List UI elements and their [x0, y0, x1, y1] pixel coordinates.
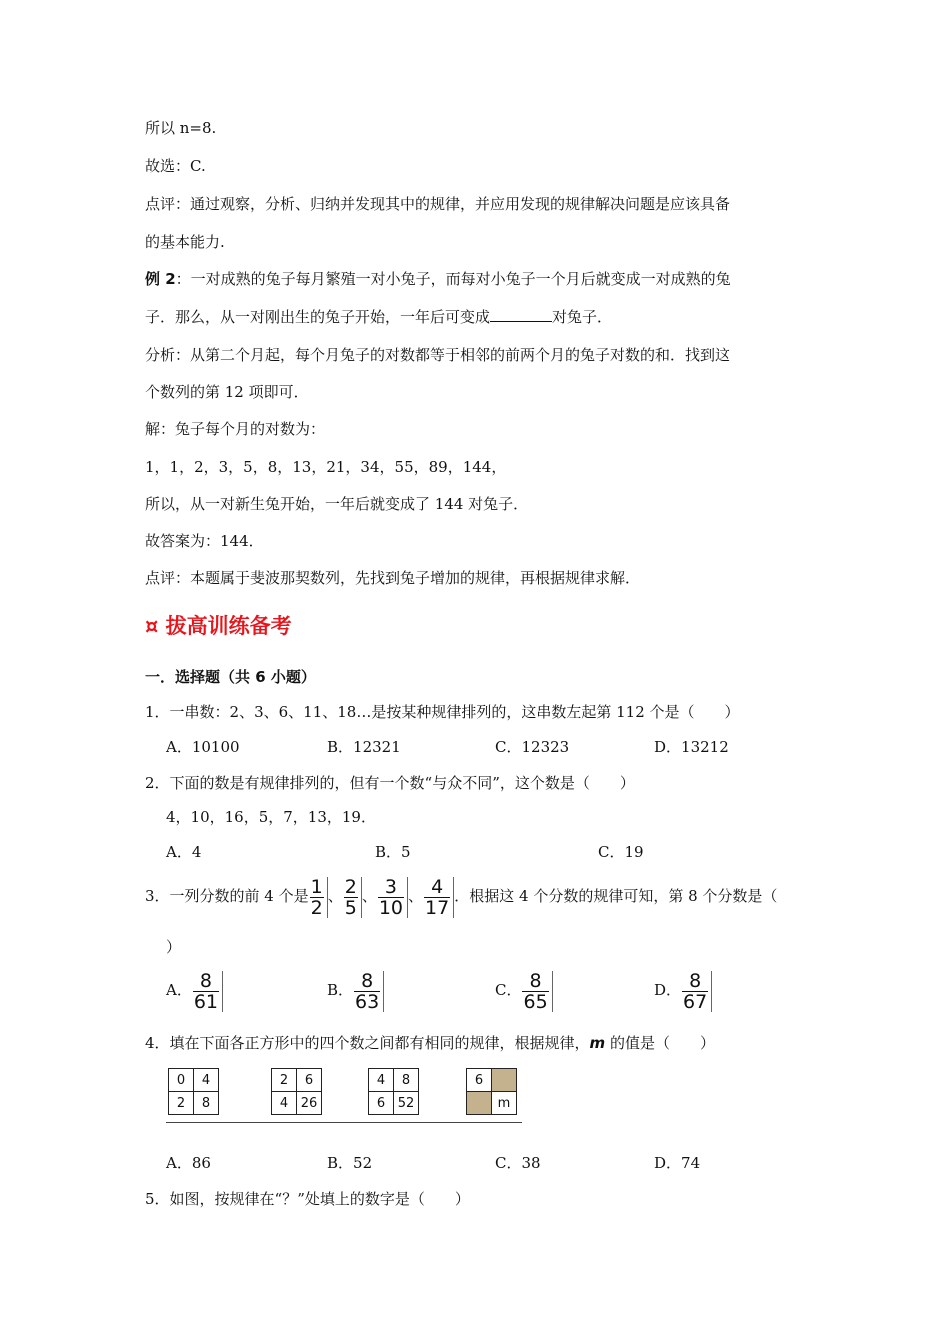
example-label: 例 2 — [145, 270, 176, 288]
numerator: 4 — [424, 877, 450, 898]
text-line: 的基本能力. — [145, 233, 225, 251]
denominator: 65 — [523, 990, 548, 1013]
denominator: 61 — [193, 990, 219, 1013]
grid-cell-shaded — [492, 1069, 517, 1092]
grid-cell: 52 — [394, 1092, 419, 1115]
grid-cell: m — [492, 1092, 517, 1115]
question-3 — [145, 874, 777, 918]
example-text: ：一对成熟的兔子每月繁殖一对小兔子，而每对小兔子一个月后就变成一对成熟的兔 — [175, 270, 731, 288]
q3-close: ） — [166, 938, 182, 956]
q3-prefix: 3．一列分数的前 4 个是 — [145, 887, 309, 905]
fraction — [309, 877, 328, 918]
text-line: 故选：C. — [145, 157, 206, 175]
number-grid-3 — [368, 1068, 419, 1115]
separator: 、 — [408, 887, 424, 905]
denominator: 67 — [683, 990, 708, 1013]
q4-option-a[interactable]: A．86 — [166, 1154, 211, 1172]
q4-text: 4．填在下面各正方形中的四个数之间都有相同的规律，根据规律， — [145, 1034, 590, 1052]
q2-option-c[interactable]: C．19 — [598, 843, 644, 861]
section-title: ¤ 拔高训练备考 — [145, 614, 292, 638]
option-label: C． — [495, 981, 522, 999]
grid-cell: 8 — [194, 1092, 219, 1115]
example-text: 对兔子． — [552, 308, 613, 326]
numerator: 3 — [378, 877, 404, 898]
number-grid-4 — [466, 1068, 517, 1115]
grid-cell: 6 — [369, 1092, 394, 1115]
denominator: 63 — [355, 990, 380, 1013]
question-2: 2．下面的数是有规律排列的，但有一个数“与众不同”，这个数是（ ） — [145, 774, 635, 792]
numerator: 2 — [344, 875, 357, 898]
q3-suffix: ．根据这 4 个分数的规律可知，第 8 个分数是（ — [454, 887, 778, 905]
fraction — [353, 971, 384, 1012]
question-5: 5．如图，按规律在“？”处填上的数字是（ ） — [145, 1190, 470, 1208]
grid-cell: 4 — [369, 1069, 394, 1092]
answer-blank — [490, 307, 552, 322]
grid-cell-shaded — [467, 1092, 492, 1115]
subsection-title: 一．选择题（共 6 小题） — [145, 668, 316, 686]
q2-option-b[interactable]: B．5 — [375, 843, 411, 861]
text-line: 点评：通过观察，分析、归纳并发现其中的规律，并应用发现的规律解决问题是应该具备 — [145, 195, 731, 213]
solution-line: 故答案为：144． — [145, 532, 264, 550]
number-grid-2 — [271, 1068, 322, 1115]
q2-option-a[interactable]: A．4 — [166, 843, 202, 861]
q1-option-a[interactable]: A．10100 — [166, 738, 240, 756]
option-label: D． — [654, 981, 682, 999]
separator: 、 — [327, 887, 343, 905]
fraction — [192, 971, 223, 1012]
question-4 — [145, 1033, 715, 1053]
grid-cell: 8 — [394, 1069, 419, 1092]
q3-option-d[interactable] — [654, 968, 712, 1012]
grid-cell: 2 — [272, 1069, 297, 1092]
question-1: 1．一串数：2、3、6、11、18…是按某种规律排列的，这串数左起第 112 个是（ ） — [145, 703, 740, 721]
analysis-line: 个数列的第 12 项即可． — [145, 383, 309, 401]
q4-option-d[interactable]: D．74 — [654, 1154, 701, 1172]
numerator: 8 — [354, 971, 380, 992]
example-text: 子．那么，从一对刚出生的兔子开始，一年后可变成 — [145, 308, 491, 326]
text-line: 所以 n=8. — [145, 119, 217, 137]
fraction — [521, 971, 552, 1012]
number-grid-1 — [168, 1068, 219, 1115]
numerator: 8 — [682, 971, 708, 992]
denominator: 2 — [310, 896, 323, 919]
fraction — [681, 971, 712, 1012]
numerator: 8 — [522, 971, 548, 992]
q4-text: 的值是（ ） — [605, 1034, 715, 1052]
q3-option-c[interactable] — [495, 968, 553, 1012]
q1-option-d[interactable]: D．13212 — [654, 738, 729, 756]
example-2 — [145, 269, 731, 289]
fraction — [423, 877, 454, 918]
review-line: 点评：本题属于斐波那契数列，先找到兔子增加的规律，再根据规律求解． — [145, 569, 641, 587]
q3-option-b[interactable] — [327, 968, 384, 1012]
example-2-line2 — [145, 307, 612, 327]
grid-cell: 26 — [297, 1092, 322, 1115]
solution-line: 1，1，2，3，5，8，13，21，34，55，89，144， — [145, 458, 507, 476]
grid-cell: 4 — [194, 1069, 219, 1092]
fraction — [343, 877, 362, 918]
q3-option-a[interactable] — [166, 968, 223, 1012]
grid-cell: 6 — [467, 1069, 492, 1092]
solution-line: 所以，从一对新生兔开始，一年后就变成了 144 对兔子． — [145, 495, 529, 513]
grid-cell: 0 — [169, 1069, 194, 1092]
q1-option-b[interactable]: B．12321 — [327, 738, 401, 756]
denominator: 5 — [344, 896, 357, 919]
denominator: 10 — [378, 896, 404, 919]
option-label: A． — [166, 981, 192, 999]
q4-option-b[interactable]: B．52 — [327, 1154, 373, 1172]
grid-cell: 2 — [169, 1092, 194, 1115]
q1-option-c[interactable]: C．12323 — [495, 738, 570, 756]
figure-baseline — [166, 1122, 522, 1123]
fraction — [377, 877, 408, 918]
numerator: 8 — [193, 971, 219, 992]
denominator: 17 — [425, 896, 450, 919]
separator: 、 — [361, 887, 377, 905]
numerator: 1 — [310, 875, 323, 898]
solution-line: 解：兔子每个月的对数为： — [145, 420, 326, 438]
grid-cell: 4 — [272, 1092, 297, 1115]
q2-sequence: 4，10，16，5，7，13，19． — [166, 808, 376, 826]
q4-option-c[interactable]: C．38 — [495, 1154, 541, 1172]
option-label: B． — [327, 981, 354, 999]
grid-cell: 6 — [297, 1069, 322, 1092]
analysis-line: 分析：从第二个月起，每个月兔子的对数都等于相邻的前两个月的兔子对数的和．找到这 — [145, 346, 731, 364]
variable-m: m — [589, 1034, 606, 1052]
